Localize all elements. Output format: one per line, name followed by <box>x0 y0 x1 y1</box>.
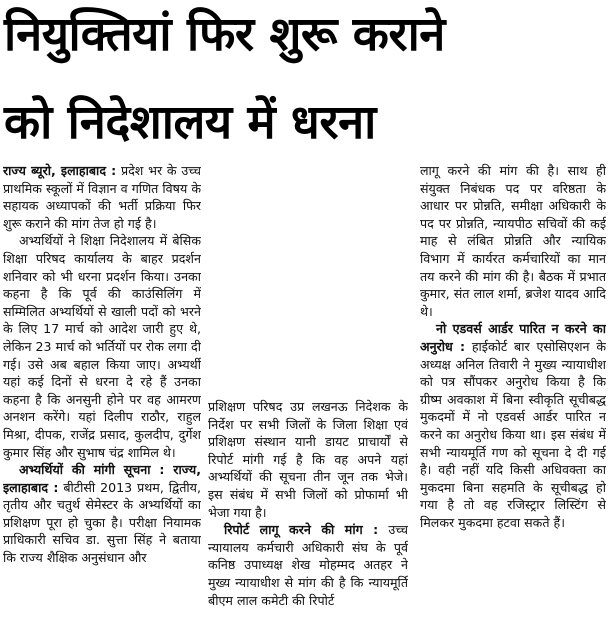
subsection-paragraph <box>420 320 606 531</box>
body-paragraph: अभ्यर्थियों ने शिक्षा निदेशालय में बेसिक शिक्षा परिषद कार्यालय के बाहर प्रदर्शन शनिवार को भी धरना प्रदर्शन किया। उनका कहना है कि पूर्व की काउंसिलिंग में सम्मिलित अभ्यर्थियों से खाली पदों को भरने के लिए 17 मार्च को आदेश जारी हुए थे, लेकिन 23 मार्च को भर्तियों पर रोक लगा दी गई। उसे अब बहाल किया जाए। अभ्यर्थी यहां कई दिनों से धरना दे रहे हैं उनका कहना है कि अनसुनी होने पर वह आमरण अनशन करेंगे। यहां दिलीप राठौर, राहुल मिश्रा, दीपक, राजेंद्र प्रसाद, कुलदीप, दुर्गेश कुमार सिंह और सुभाष चंद्र शामिल थे। <box>3 233 201 460</box>
dateline: राज्य ब्यूरो, इलाहाबाद : <box>3 163 117 178</box>
lead-paragraph <box>3 162 201 232</box>
subsection-heading: रिपोर्ट लागू करने की मांग : <box>224 522 379 538</box>
body-paragraph: प्रशिक्षण परिषद उप्र लखनऊ निदेशक के निर्देश पर सभी जिलों के जिला शिक्षा एवं प्रशिक्षण संस्थान यानी डायट प्राचार्यों से रिपोर्ट मांगी गई है कि वह अपने यहां अभ्यर्थियों की सूचना तीन जून तक भेजे। इस संबंध में सभी जिलों को प्रोफार्मा भी भेजा गया है। <box>208 399 408 520</box>
article-column-1 <box>3 162 201 640</box>
lead-text: प्रदेश भर के उच्च प्राथमिक स्कूलों में विज्ञान व गणित विषय के सहायक अध्यापकों की भर्ती प्रक्रिया फिर शुरू कराने की मांग तेज हो गई है। <box>3 163 201 231</box>
subsection-text: हाईकोर्ट बार एसोसिएशन के अध्यक्ष अनिल तिवारी ने मुख्य न्यायाधीश को पत्र सौंपकर अनुरोध किया है कि ग्रीष्म अवकाश में बिना स्वीकृति सूचीबद्ध मुकदमों में नो एडवर्स आर्डर पारित न करने का अनुरोध किया था। इस संबंध में सभी न्यायमूर्ति गण को सूचना दे दी गई है। वही नहीं यदि किसी अधिवक्ता का मुकदमा बिना सहमति के सूचीबद्ध हो गया है तो वह रजिस्ट्रार लिस्टिंग से मिलकर मुकदमा हटवा सकते हैं। <box>420 338 606 530</box>
subsection-text: उच्च न्यायालय कर्मचारी अधिकारी संघ के पूर्व कनिष्ठ उपाध्यक्ष शेख मोहम्मद अतहर ने मुख्य न्यायाधीश से मांग की है कि न्यायमूर्ति बीएम लाल कमेटी की रिपोर्ट <box>208 522 408 608</box>
body-paragraph: लागू करने की मांग की है। साथ ही संयुक्त निबंधक पद पर वरिष्ठता के आधार पर प्रोन्नति, समीक्षा अधिकारी के पद पर प्रोन्नति, न्यायपीठ सचिवों की कई माह से लंबित प्रोन्नति और न्यायिक विभाग में कार्यरत कर्मचारियों का मान तय करने की मांग की है। बैठक में प्रभात कुमार, संत लाल शर्मा, ब्रजेश यादव आदि थे। <box>420 163 606 319</box>
headline-line-1: नियुक्तियां फिर शुरू कराने <box>4 7 445 62</box>
subsection-heading: अभ्यर्थियों की मांगी सूचना : राज्य, इलाहाबाद : <box>3 462 201 495</box>
subsection-text: बीटीसी 2013 प्रथम, द्वितीय, तृतीय और चतुर्थ सेमेस्टर के अभ्यर्थियों का प्रशिक्षण पूरा हो चुका है। परीक्षा नियामक प्राधिकारी सचिव डा. सुत्ता सिंह ने बताया कि राज्य शैक्षिक अनुसंधान और <box>3 479 201 566</box>
subsection-heading: नो एडवर्स आर्डर पारित न करने का अनुरोध : <box>420 321 606 354</box>
headline-line-2: को निदेशालय में धरना <box>4 95 376 150</box>
article-column-3 <box>420 162 606 554</box>
article-column-2 <box>208 398 408 640</box>
subsection-paragraph <box>208 521 408 609</box>
subsection-paragraph <box>3 461 201 567</box>
